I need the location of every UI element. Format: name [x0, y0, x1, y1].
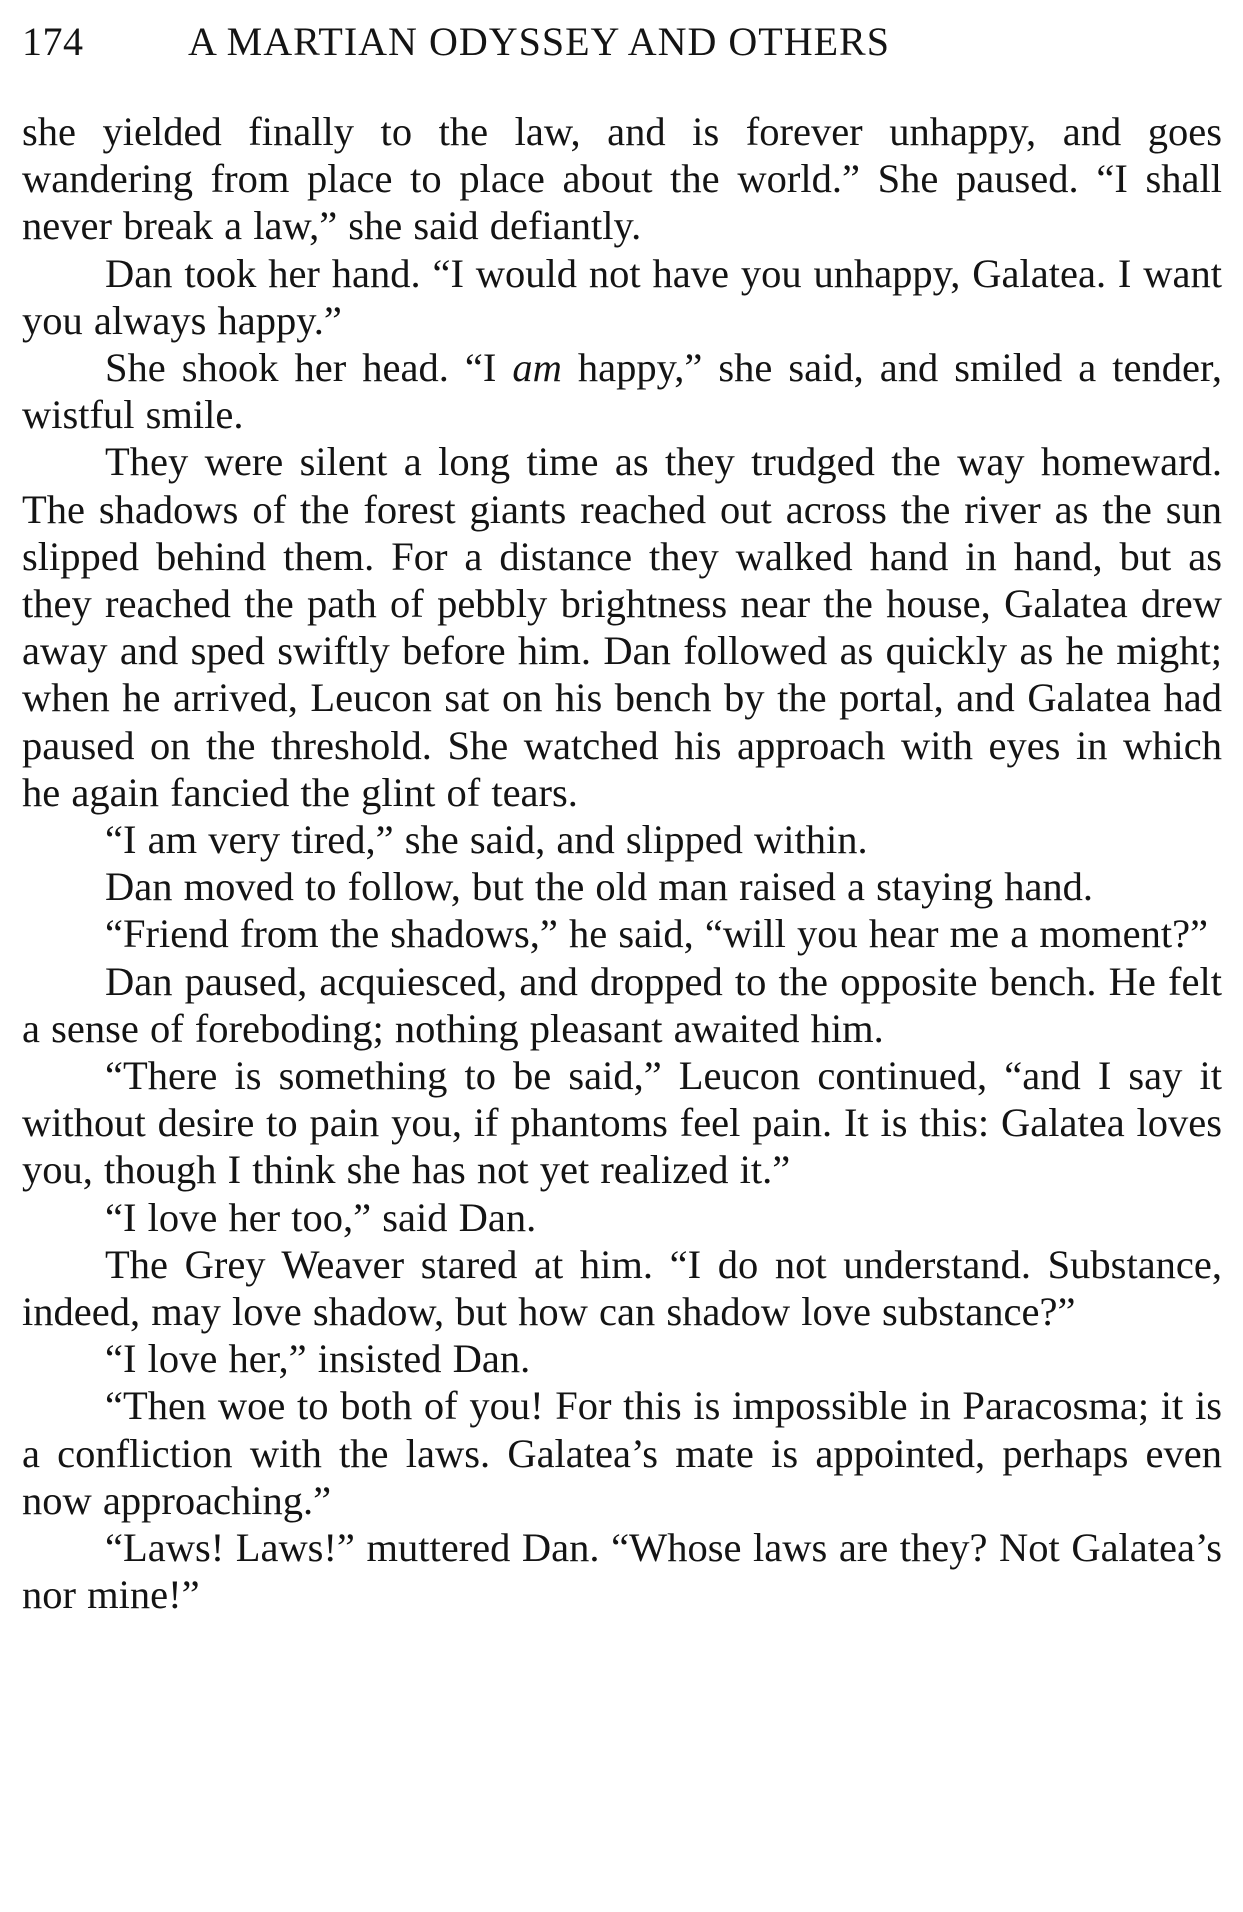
paragraph: she yielded finally to the law, and is forever unhappy, and goes wandering from place to place about the world.” She paused. “I shall never break a law,” she said defiantly.	[22, 109, 1222, 249]
paragraph: “Friend from the shadows,” he said, “will you hear me a moment?”	[105, 911, 1209, 957]
paragraph: They were silent a long time as they trudged the way homeward. The shadows of the forest giants reached out across the river as the sun slipped behind them. For a distance they walked hand in hand, but as they reached the path of pebbly brightness near the house, Galatea drew away and sped swiftly before him. Dan followed as quickly as he might; when he arrived, Leucon sat on his bench by the portal, and Galatea had paused on the threshold. She watched his approach with eyes in which he again fancied the glint of tears.	[22, 439, 1222, 815]
paragraph: “Laws! Laws!” muttered Dan. “Whose laws are they? Not Galatea’s nor mine!”	[22, 1525, 1222, 1618]
book-page	[22, 18, 1222, 1619]
book-title: A MARTIAN ODYSSEY AND OTHERS	[188, 19, 890, 64]
text-body	[22, 108, 1222, 1619]
paragraph: Dan paused, acquiesced, and dropped to the opposite bench. He felt a sense of foreboding; nothing pleasant awaited him.	[22, 958, 1222, 1051]
paragraph: “There is something to be said,” Leucon continued, “and I say it without desire to pain you, if phantoms feel pain. It is this: Galatea loves you, though I think she has not yet realized it.”	[22, 1053, 1222, 1193]
paragraph: “I love her too,” said Dan.	[105, 1194, 537, 1240]
paragraph-text: She shook her head. “I	[105, 345, 513, 391]
paragraph: Dan moved to follow, but the old man raised a staying hand.	[105, 864, 1094, 910]
paragraph: Dan took her hand. “I would not have you unhappy, Galatea. I want you always happy.”	[22, 250, 1222, 343]
emphasis-text: am	[512, 345, 562, 391]
paragraph: The Grey Weaver stared at him. “I do not understand. Substance, indeed, may love shadow, but how can shadow love substance?”	[22, 1241, 1222, 1335]
page-number: 174	[22, 19, 84, 64]
paragraph: “I am very tired,” she said, and slipped within.	[105, 817, 868, 863]
paragraph: “Then woe to both of you! For this is impossible in Paracosma; it is a confliction with the laws. Galatea’s mate is appointed, perhaps even now approaching.”	[22, 1383, 1222, 1523]
paragraph	[22, 344, 1222, 438]
paragraph-text: happy,” she said, and smiled a tender, wistful smile.	[22, 345, 1223, 438]
paragraph: “I love her,” insisted Dan.	[105, 1336, 531, 1382]
running-head	[22, 18, 1222, 74]
